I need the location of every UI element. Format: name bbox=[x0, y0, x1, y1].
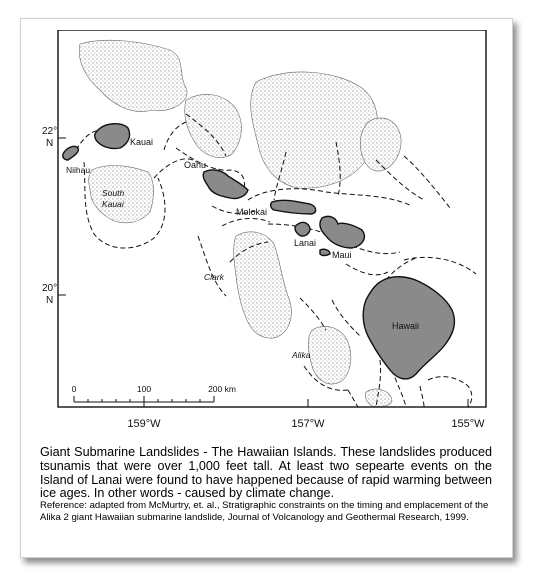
lon-155w: 155°W bbox=[451, 418, 485, 430]
label-south-kauai-2: Kauai bbox=[102, 199, 124, 209]
hawaii-landslide-map bbox=[36, 30, 496, 434]
figure-caption: Giant Submarine Landslides - The Hawaiian Islands. These landslides produced tsunamis that were over 1,000 feet tall. At least two sepearte events on the Island of Lanai were found to have happened because of rapid warming between ice ages. In other words - caused by climate change. bbox=[40, 445, 492, 501]
lon-157w: 157°W bbox=[291, 418, 325, 430]
kahoolawe-island bbox=[320, 249, 330, 255]
lat-20-hemi: N bbox=[46, 295, 54, 306]
scale-tick-200: 200 km bbox=[208, 384, 236, 394]
figure-reference: Reference: adapted from McMurtry, et. al., Stratigraphic constraints on the timing and emplacement of the Alika 2 giant Hawaiian submarine landslide, Journal of Volcanology and Geothermal Research, 1999. bbox=[40, 500, 489, 523]
label-clark: Clark bbox=[204, 272, 224, 282]
lat-22-deg: 22° bbox=[42, 126, 58, 137]
lon-159w: 159°W bbox=[127, 418, 161, 430]
label-alika: Alika bbox=[292, 350, 311, 360]
scale-tick-0: 0 bbox=[71, 384, 77, 394]
scale-tick-100: 100 bbox=[136, 384, 152, 394]
label-kauai: Kauai bbox=[130, 137, 154, 147]
lat-22-hemi: N bbox=[46, 138, 54, 149]
label-niihau: Niihau bbox=[66, 165, 91, 175]
label-hawaii: Hawaii bbox=[392, 321, 420, 331]
label-maui: Maui bbox=[332, 250, 352, 260]
label-molokai: Molokai bbox=[236, 207, 268, 217]
lat-20-deg: 20° bbox=[42, 283, 58, 294]
lanai-island bbox=[295, 222, 310, 236]
label-lanai: Lanai bbox=[294, 238, 317, 248]
kauai-island bbox=[95, 124, 130, 149]
label-south-kauai-1: South bbox=[102, 188, 125, 198]
label-oahu: Oahu bbox=[184, 160, 207, 170]
